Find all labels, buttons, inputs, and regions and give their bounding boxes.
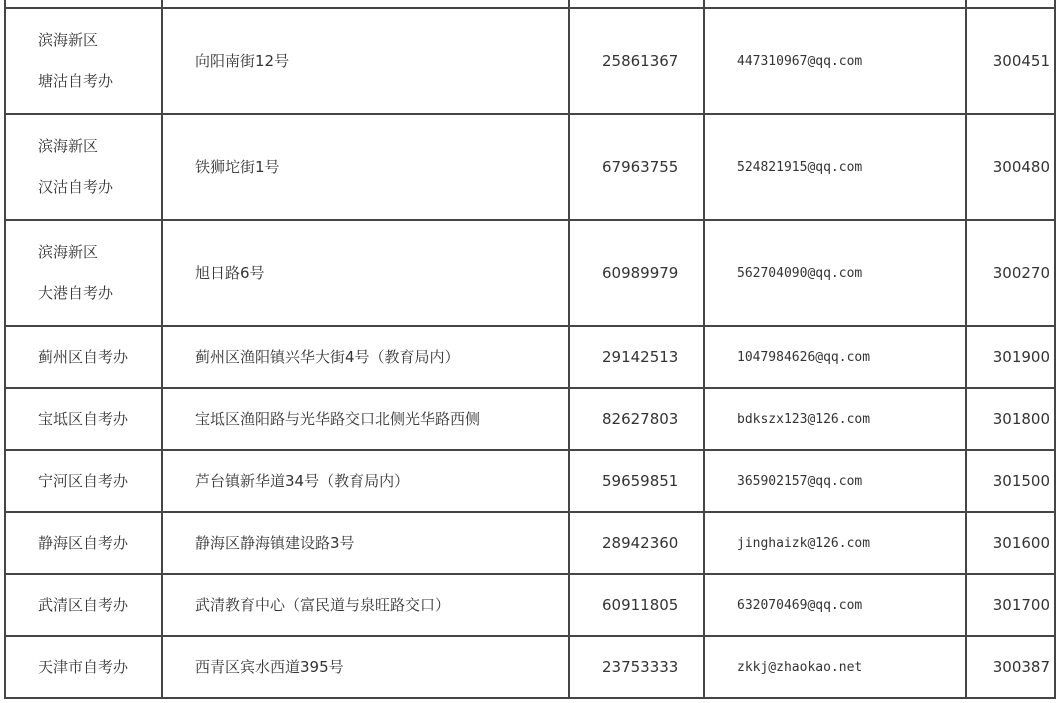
table-row xyxy=(5,636,1055,698)
table-row-partial xyxy=(5,0,1055,8)
office-name-line: 汉沽自考办 xyxy=(38,178,114,196)
phone-cell: 60911805 xyxy=(569,574,704,636)
address-cell: 向阳南街12号 xyxy=(162,8,569,114)
address-cell: 宝坻区渔阳路与光华路交口北侧光华路西侧 xyxy=(162,388,569,450)
office-cell xyxy=(5,326,162,388)
table-cell xyxy=(704,0,966,8)
office-cell xyxy=(5,574,162,636)
phone-cell: 25861367 xyxy=(569,8,704,114)
phone-cell: 67963755 xyxy=(569,114,704,220)
office-cell xyxy=(5,388,162,450)
office-name-line: 滨海新区 xyxy=(38,31,99,49)
table-cell xyxy=(162,0,569,8)
email-cell: 447310967@qq.com xyxy=(704,8,966,114)
contact-table xyxy=(4,0,1056,699)
phone-cell: 82627803 xyxy=(569,388,704,450)
email-cell: jinghaizk@126.com xyxy=(704,512,966,574)
office-name-line: 宝坻区自考办 xyxy=(38,409,129,428)
office-cell xyxy=(5,512,162,574)
office-cell xyxy=(5,450,162,512)
zip-cell: 300451 xyxy=(966,8,1055,114)
office-name-line: 天津市自考办 xyxy=(38,657,129,676)
address-cell: 铁狮坨街1号 xyxy=(162,114,569,220)
address-cell: 蓟州区渔阳镇兴华大街4号（教育局内） xyxy=(162,326,569,388)
office-cell xyxy=(5,220,162,326)
office-name-line: 武清区自考办 xyxy=(38,595,129,614)
table-row xyxy=(5,220,1055,326)
zip-cell: 300270 xyxy=(966,220,1055,326)
address-cell: 静海区静海镇建设路3号 xyxy=(162,512,569,574)
table-row xyxy=(5,114,1055,220)
table-cell xyxy=(966,0,1055,8)
email-cell: 524821915@qq.com xyxy=(704,114,966,220)
email-cell: 632070469@qq.com xyxy=(704,574,966,636)
table-row xyxy=(5,388,1055,450)
office-name-line: 蓟州区自考办 xyxy=(38,347,129,366)
table-row xyxy=(5,326,1055,388)
zip-cell: 300387 xyxy=(966,636,1055,698)
office-cell xyxy=(5,114,162,220)
office-name-line: 大港自考办 xyxy=(38,284,114,302)
email-cell: 562704090@qq.com xyxy=(704,220,966,326)
table-cell xyxy=(569,0,704,8)
zip-cell: 301700 xyxy=(966,574,1055,636)
table-row xyxy=(5,512,1055,574)
email-cell: zkkj@zhaokao.net xyxy=(704,636,966,698)
table-cell xyxy=(5,0,162,8)
email-cell: 1047984626@qq.com xyxy=(704,326,966,388)
email-cell: 365902157@qq.com xyxy=(704,450,966,512)
office-cell xyxy=(5,636,162,698)
zip-cell: 300480 xyxy=(966,114,1055,220)
zip-cell: 301800 xyxy=(966,388,1055,450)
office-name-line: 塘沽自考办 xyxy=(38,72,114,90)
office-name-line: 宁河区自考办 xyxy=(38,471,129,490)
office-cell xyxy=(5,8,162,114)
table-row xyxy=(5,8,1055,114)
email-cell: bdkszx123@126.com xyxy=(704,388,966,450)
phone-cell: 23753333 xyxy=(569,636,704,698)
phone-cell: 59659851 xyxy=(569,450,704,512)
address-cell: 芦台镇新华道34号（教育局内） xyxy=(162,450,569,512)
office-name-line: 静海区自考办 xyxy=(38,533,129,552)
address-cell: 旭日路6号 xyxy=(162,220,569,326)
address-cell: 西青区宾水西道395号 xyxy=(162,636,569,698)
table-row xyxy=(5,574,1055,636)
zip-cell: 301600 xyxy=(966,512,1055,574)
office-name-line: 滨海新区 xyxy=(38,243,99,261)
zip-cell: 301500 xyxy=(966,450,1055,512)
address-cell: 武清教育中心（富民道与泉旺路交口） xyxy=(162,574,569,636)
zip-cell: 301900 xyxy=(966,326,1055,388)
phone-cell: 60989979 xyxy=(569,220,704,326)
phone-cell: 29142513 xyxy=(569,326,704,388)
office-name-line: 滨海新区 xyxy=(38,137,99,155)
phone-cell: 28942360 xyxy=(569,512,704,574)
table-row xyxy=(5,450,1055,512)
